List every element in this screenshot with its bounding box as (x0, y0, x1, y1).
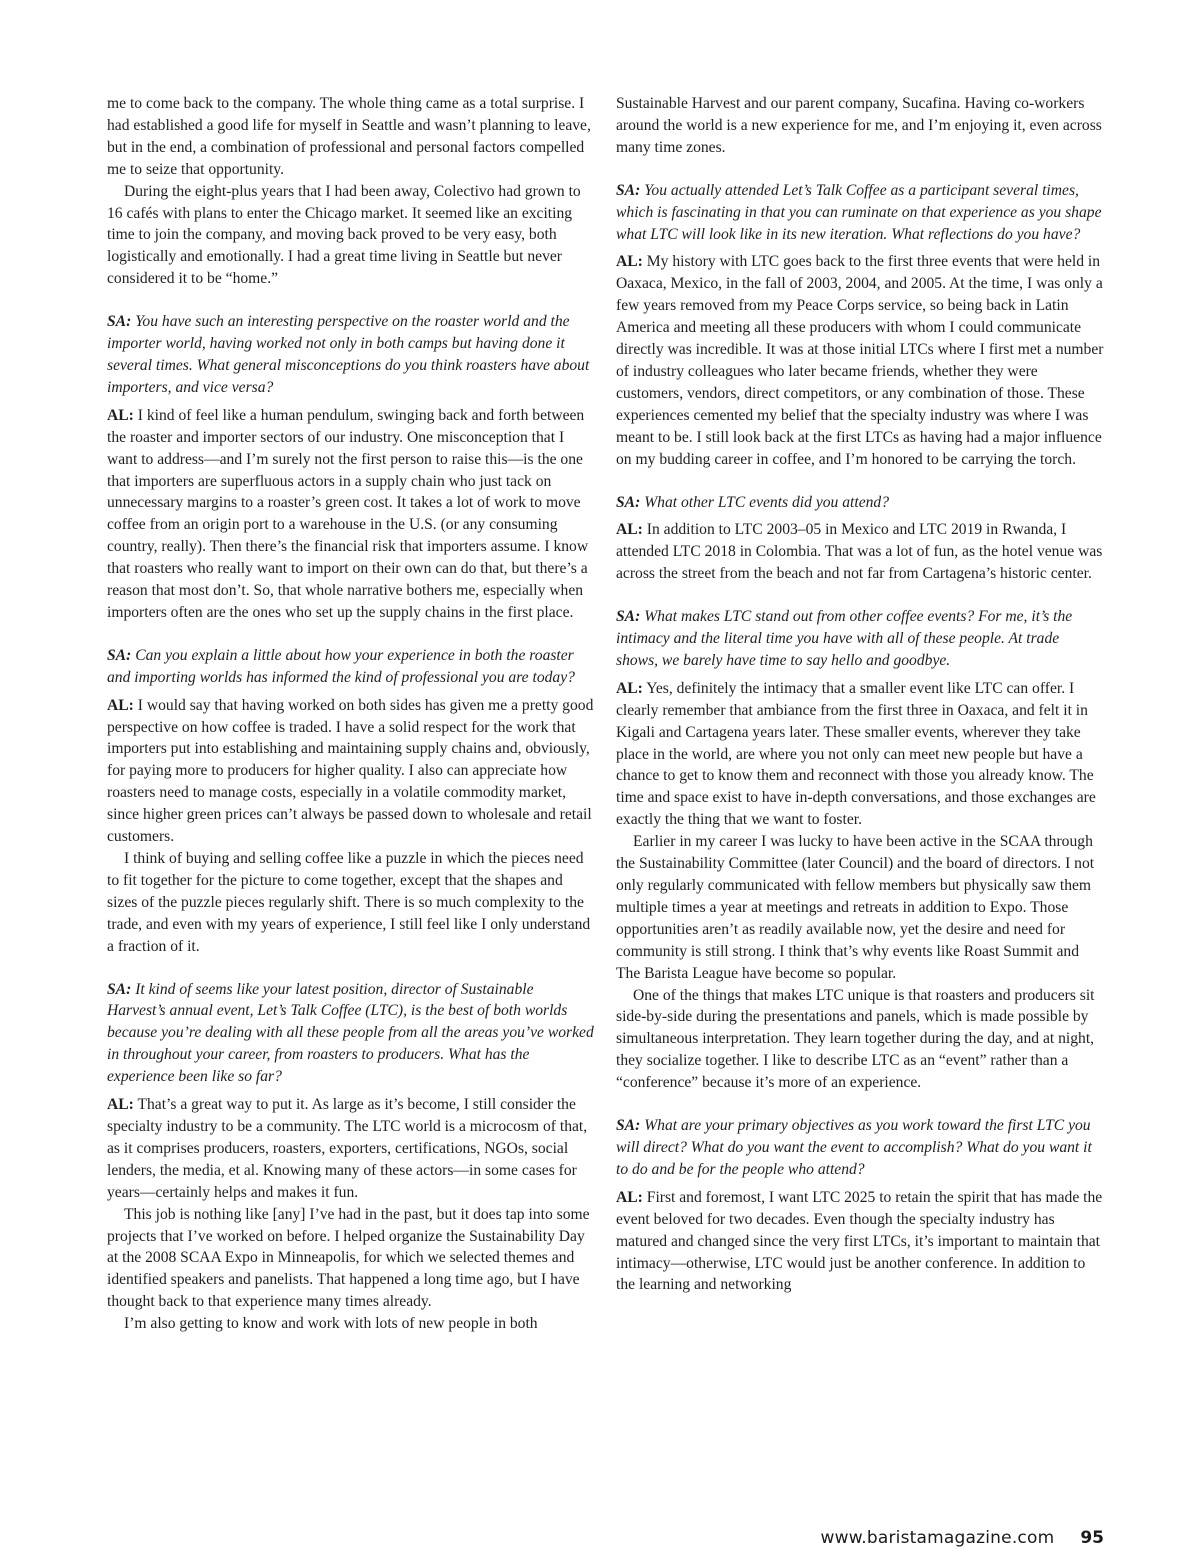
interview-answer (107, 695, 595, 848)
speaker-label: SA: (107, 980, 132, 998)
page-number: 95 (1080, 1528, 1104, 1548)
paragraph-text: I’m also getting to know and work with lots of new people in both (124, 1315, 538, 1333)
paragraph-text: In addition to LTC 2003–05 in Mexico and LTC 2019 in Rwanda, I attended LTC 2018 in Colombia. That was a lot of fun, as the hotel venue was across the street from the beach and not far from Cartagena’s historic center. (616, 521, 1103, 583)
interview-question (616, 1115, 1104, 1181)
continued-paragraph (616, 93, 1104, 159)
left-column (107, 93, 595, 1335)
speaker-label: SA: (616, 493, 641, 511)
right-column (616, 93, 1104, 1296)
paragraph-text: I would say that having worked on both sides has given me a pretty good perspective on how coffee is traded. I have a solid respect for the work that importers put into establishing and maintaining supply chains and, obviously, for paying more to producers for higher quality. I also can appreciate how roasters need to manage costs, especially in a volatile commodity market, since higher green prices can’t always be passed down to wholesale and retail customers. (107, 696, 594, 846)
paragraph-text: I think of buying and selling coffee like a puzzle in which the pieces need to fit together for the picture to come together, except that the shapes and sizes of the puzzle pieces regularly shift. There is so much complexity to the trade, and even with my years of experience, I still feel like I only understand a fraction of it. (107, 850, 591, 955)
paragraph-text: During the eight-plus years that I had been away, Colectivo had grown to 16 cafés with plans to enter the Chicago market. It seemed like an exciting time to join the company, and moving back proved to be very easy, both logistically and emotionally. I had a great time living in Seattle but never considered it to be “home.” (107, 182, 581, 288)
paragraph-text: You have such an interesting perspective on the roaster world and the importer world, having worked not only in both camps but having done it several times. What general misconceptions do you think roasters have about importers, and vice versa? (107, 313, 590, 396)
body-paragraph (616, 831, 1104, 984)
paragraph-text: I kind of feel like a human pendulum, swinging back and forth between the roaster and importer sectors of our industry. One misconception that I want to address—and I’m surely not the first person to raise this—is the one that importers are superfluous actors in a supply chain who just tack on unnecessary margins to a roaster’s green cost. It takes a lot of work to move coffee from an origin port to a warehouse in the U.S. (or any consuming country, really). Then there’s the financial risk that importers assume. I know that roasters who really want to import on their own can do that, but there’s a reason that most don’t. So, that whole narrative bothers me, especially when importers often are the ones who set up the supply chains in the first place. (107, 406, 589, 621)
interview-question (107, 645, 595, 689)
interview-answer (616, 519, 1104, 585)
speaker-label: AL: (616, 521, 643, 539)
interview-answer (107, 1094, 595, 1204)
speaker-label: AL: (107, 696, 134, 714)
speaker-label: AL: (616, 1188, 643, 1206)
body-paragraph (616, 985, 1104, 1095)
body-paragraph (107, 1313, 595, 1335)
paragraph-text: What makes LTC stand out from other coffee events? For me, it’s the intimacy and the literal time you have with all of these people. At trade shows, we barely have time to say hello and goodbye. (616, 608, 1073, 669)
interview-question (616, 606, 1104, 672)
paragraph-text: That’s a great way to put it. As large as it’s become, I still consider the specialty industry to be a community. The LTC world is a microcosm of that, as it comprises producers, roasters, exporters, certifications, NGOs, social lenders, the media, et al. Knowing many of these actors—in some cases for years—certainly helps and makes it fun. (107, 1096, 588, 1201)
interview-answer (616, 1187, 1104, 1297)
paragraph-text: My history with LTC goes back to the first three events that were held in Oaxaca, Mexico, in the fall of 2003, 2004, and 2005. At the time, I was only a few years removed from my Peace Corps service, so being back in Latin America and meeting all these producers with whom I could communicate directly was incredible. It was at those initial LTCs where I first met a number of industry colleagues who later became friends, whether they were customers, vendors, direct competitors, or any combination of those. These experiences cemented my belief that the specialty industry was where I was meant to be. I still look back at the first LTCs as having had a major influence on my budding career in coffee, and I’m honored to be carrying the torch. (616, 253, 1104, 468)
body-paragraph (107, 181, 595, 291)
speaker-label: AL: (616, 253, 643, 271)
paragraph-text: It kind of seems like your latest position, director of Sustainable Harvest’s annual event, Let’s Talk Coffee (LTC), is the best of both worlds because you’re dealing with all these people from all the areas you’ve worked in throughout your career, from roasters to producers. What has the experience been like so far? (107, 980, 594, 1086)
paragraph-text: Sustainable Harvest and our parent company, Sucafina. Having co-workers around the world is a new experience for me, and I’m enjoying it, even across many time zones. (616, 95, 1102, 156)
speaker-label: AL: (107, 406, 134, 424)
paragraph-text: You actually attended Let’s Talk Coffee as a participant several times, which is fascinating in that you can ruminate on that experience as you shape what LTC will look like in its new iteration. What reflections do you have? (616, 181, 1102, 243)
paragraph-text: One of the things that makes LTC unique is that roasters and producers sit side-by-side during the presentations and panels, which is made possible by simultaneous interpretation. They learn together during the day, and at night, they socialize together. I like to describe LTC as an “event” rather than a “conference” because it’s more of an experience. (616, 986, 1095, 1092)
interview-answer (107, 405, 595, 624)
interview-question (107, 979, 595, 1089)
interview-question (616, 492, 1104, 514)
paragraph-text: Yes, definitely the intimacy that a smaller event like LTC can offer. I clearly remember that ambiance from the first three in Oaxaca, and felt it in Kigali and Cartagena years later. These smaller events, wherever they take place in the world, are where you not only can meet new people but have a chance to get to know them and reconnect with those you already know. The time and space exist to have in-depth conversations, and those exchanges are exactly the thing that we want to foster. (616, 679, 1096, 829)
paragraph-text: First and foremost, I want LTC 2025 to retain the spirit that has made the event beloved for two decades. Even though the specialty industry has matured and changed since the very first LTCs, it’s important to maintain that intimacy—otherwise, LTC would just be another conference. In addition to the learning and networking (616, 1188, 1103, 1294)
paragraph-text: Earlier in my career I was lucky to have been active in the SCAA through the Sustainability Committee (later Council) and the board of directors. I not only regularly communicated with fellow members but physically saw them multiple times a year at meetings and retreats in addition to Expo. Those opportunities aren’t as readily available now, yet the desire and need for community is still strong. I think that’s why events like Roast Summit and The Barista League have become so popular. (616, 833, 1095, 982)
page-footer (821, 1528, 1104, 1548)
speaker-label: SA: (107, 646, 132, 664)
speaker-label: AL: (616, 679, 643, 697)
speaker-label: AL: (107, 1096, 134, 1114)
speaker-label: SA: (107, 313, 132, 331)
paragraph-text: This job is nothing like [any] I’ve had in the past, but it does tap into some projects that I’ve worked on before. I helped organize the Sustainability Day at the 2008 SCAA Expo in Minneapolis, for which we selected themes and identified speakers and panelists. That happened a long time ago, but I have thought back to that experience many times already. (107, 1205, 590, 1311)
interview-question (616, 180, 1104, 246)
interview-answer (616, 251, 1104, 470)
speaker-label: SA: (616, 608, 641, 626)
body-paragraph (107, 848, 595, 958)
continued-paragraph (107, 93, 595, 181)
paragraph-text: Can you explain a little about how your experience in both the roaster and importing worlds has informed the kind of professional you are today? (107, 646, 575, 686)
paragraph-text: What are your primary objectives as you work toward the first LTC you will direct? What do you want the event to accomplish? What do you want it to do and be for the people who attend? (616, 1117, 1092, 1178)
speaker-label: SA: (616, 181, 641, 199)
body-paragraph (107, 1204, 595, 1314)
paragraph-text: What other LTC events did you attend? (644, 493, 890, 511)
speaker-label: SA: (616, 1117, 641, 1135)
interview-question (107, 311, 595, 399)
paragraph-text: me to come back to the company. The whole thing came as a total surprise. I had established a good life for myself in Seattle and wasn’t planning to leave, but in the end, a combination of professional and personal factors compelled me to seize that opportunity. (107, 95, 591, 178)
footer-url[interactable]: www.baristamagazine.com (820, 1528, 1055, 1548)
interview-answer (616, 678, 1104, 831)
